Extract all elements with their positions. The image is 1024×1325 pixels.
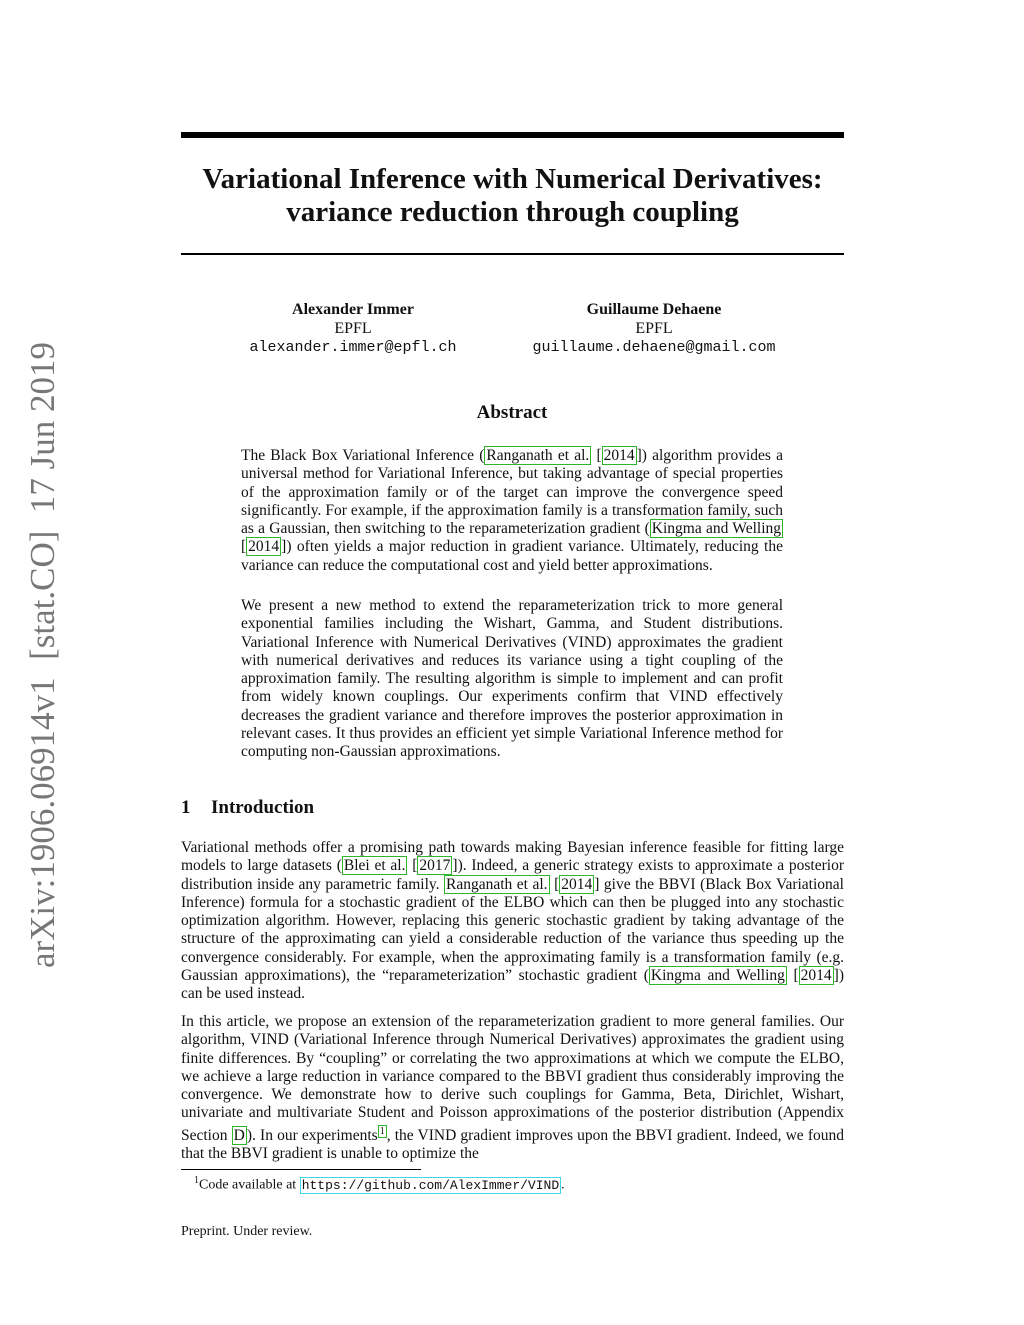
text-run: ]) often yields a major reduction in gradient variance. Ultimately, reducing the variance can reduce the computational cost and yield better approximations. <box>241 538 783 574</box>
text-run: [ <box>786 967 799 985</box>
text-run: [ <box>241 538 247 556</box>
text-run: ]) can be used instead. <box>181 967 844 1003</box>
text-run: In this article, we propose an extension of the reparameterization gradient to more general families. Our algorithm, VIND (Variational Inference through Numerical Derivatives) approximates the gradient using finite differences. By “coupling” or correlating the two approximations at which we compute the ELBO, we achieve a large reduction in variance compared to the BBVI gradient thus considerably improving the convergence. We demonstrate how to derive such couplings for Gamma, Beta, Dirichlet, Wishart, univariate and multivariate Student and Poisson approximations of the posterior distribution (Appendix Section <box>181 1013 844 1144</box>
text-run: [ <box>407 857 418 875</box>
body-paragraph <box>181 1013 844 1164</box>
citation-link[interactable]: Kingma and Welling <box>651 520 781 538</box>
author-affiliation: EPFL <box>635 320 673 337</box>
author-block <box>504 300 804 357</box>
appendix-link[interactable]: D <box>233 1126 245 1144</box>
text-run: ]). Indeed, a generic strategy exists to approximate a posterior distribution inside any parametric family. <box>181 857 844 893</box>
citation-link[interactable]: Kingma and Welling <box>650 967 785 985</box>
text-run: , the VIND gradient improves upon the BBVI gradient. Indeed, we found that the BBVI gradient is unable to optimize the <box>181 1126 844 1163</box>
text-run: The Black Box Variational Inference ( <box>241 447 485 464</box>
text-run: ]) algorithm provides a universal method for Variational Inference, but taking advantage of special properties of the approximation family or of the target can improve the convergence speed significantly. For example, if the approximation family is a transformation family, such as a Gaussian, then switching to the reparameterization gradient ( <box>241 447 783 538</box>
citation-link[interactable]: Ranganath et al. <box>486 447 590 464</box>
code-url-link[interactable]: https://github.com/AlexImmer/VIND <box>301 1177 560 1193</box>
title-bottom-rule <box>181 253 844 255</box>
section-heading <box>181 797 314 819</box>
body-paragraph <box>181 839 844 1004</box>
footnote-rule <box>181 1169 421 1170</box>
abstract-paragraph: We present a new method to extend the reparameterization trick to more general exponential families including the Wishart, Gamma, and Student distributions. Variational Inference with Numerical Derivatives (VIND) approximates the gradient with numerical derivatives and reduces its variance using a tight coupling of the approximation family. The resulting algorithm is simple to implement and can profit from widely known couplings. Our experiments confirm that VIND effectively decreases the gradient variance and therefore improves the posterior approximation in relevant cases. It thus provides an efficient yet simple Variational Inference method for computing non-Gaussian approximations. <box>241 597 783 761</box>
text-run: Variational methods offer a promising path towards making Bayesian inference feasible for fitting large models to large datasets ( <box>181 839 844 875</box>
citation-year-link[interactable]: 2014 <box>800 967 832 985</box>
citation-year-link[interactable]: 2017 <box>419 857 451 875</box>
author-email[interactable]: guillaume.dehaene@gmail.com <box>532 339 776 356</box>
citation-link[interactable]: Blei et al. <box>343 857 406 875</box>
text-run: ] give the BBVI (Black Box Variational Inference) formula for a stochastic gradient of the ELBO which can then be plugged into any stochastic optimization algorithm. However, replacing this generic stochastic gradient by taking advantage of the structure of the approximating can yield a considerable reduction of the variance thus speeding up the convergence considerably. For example, when the approximating family is a transformation family (e.g. Gaussian approximations), the “reparameterization” stochastic gradient ( <box>181 875 844 985</box>
abstract-paragraph <box>241 447 783 575</box>
author-email[interactable]: alexander.immer@epfl.ch <box>249 339 457 356</box>
title-top-rule <box>181 132 844 138</box>
citation-year-link[interactable]: 2014 <box>603 447 635 464</box>
text-run: ). In our experiments <box>246 1126 378 1144</box>
citation-year-link[interactable]: 2014 <box>561 875 593 893</box>
citation-year-link[interactable]: 2014 <box>248 538 280 556</box>
section-title: Introduction <box>211 797 315 818</box>
paper-title: Variational Inference with Numerical Derivatives: variance reduction through coupling <box>202 163 823 228</box>
footnote <box>194 1175 565 1194</box>
section-number: 1 <box>181 797 191 818</box>
author-affiliation: EPFL <box>334 320 372 337</box>
text-run: [ <box>549 875 560 893</box>
author-name: Guillaume Dehaene <box>586 301 722 318</box>
author-name: Alexander Immer <box>292 301 414 318</box>
footnote-text: . <box>561 1177 565 1193</box>
abstract-heading: Abstract <box>476 402 548 423</box>
footnote-number: 1 <box>194 1175 199 1186</box>
author-block <box>203 300 503 357</box>
arxiv-identifier-stamp: arXiv:1906.06914v1 [stat.CO] 17 Jun 2019 <box>23 341 62 969</box>
citation-link[interactable]: Ranganath et al. <box>446 875 548 893</box>
preprint-note: Preprint. Under review. <box>181 1224 313 1239</box>
footnote-text: Code available at <box>199 1177 297 1193</box>
footnote-marker-link[interactable]: 1 <box>379 1125 385 1137</box>
text-run: [ <box>591 447 602 464</box>
